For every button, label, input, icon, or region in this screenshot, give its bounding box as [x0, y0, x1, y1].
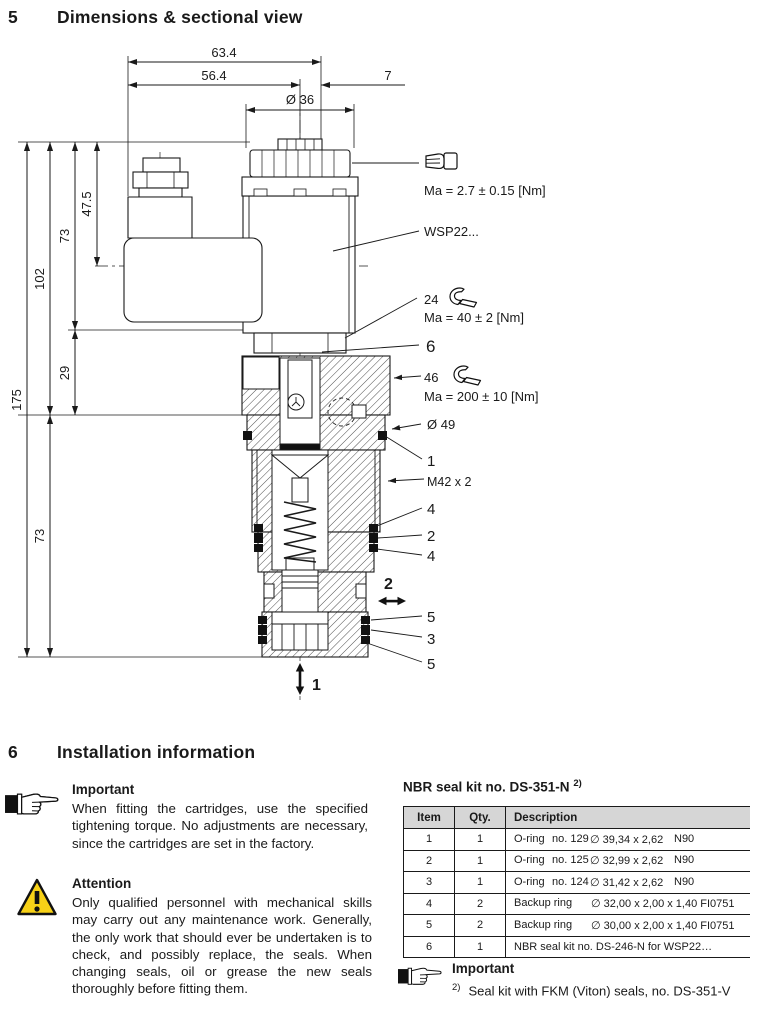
cell-qty: 1	[455, 851, 506, 872]
cell-item: 4	[403, 894, 455, 915]
callout-item6: 6	[426, 337, 436, 356]
connector-cap	[143, 158, 180, 172]
cell-qty: 2	[455, 915, 506, 936]
cell-item: 1	[403, 829, 455, 850]
callout-hand-tight-icon	[426, 153, 457, 169]
callout-coil-type: WSP22...	[424, 224, 479, 239]
warning-triangle-icon	[16, 877, 58, 917]
seal-kit-title	[403, 778, 582, 795]
flow-port2-arrow	[378, 597, 406, 605]
oring-2-right	[369, 533, 378, 543]
section6-title-text: Installation information	[57, 742, 256, 762]
dim-56-4: 56.4	[201, 68, 227, 83]
callout-dia49: Ø 49	[427, 417, 456, 432]
connector-body	[128, 197, 192, 238]
cell-description: O-ring no. 125 ∅ 32,99 x 2,62 N90	[514, 854, 695, 868]
callout-torque24: Ma = 40 ± 2 [Nm]	[424, 310, 524, 325]
callout-af24: 24	[424, 292, 439, 307]
cell-description: Backup ring ∅ 32,00 x 2,00 x 1,40 FI0751	[514, 897, 735, 911]
callout-item2: 2	[427, 528, 436, 545]
dim-7: 7	[384, 68, 392, 83]
cell-description: Backup ring ∅ 30,00 x 2,00 x 1,40 FI0751	[514, 918, 735, 932]
cell-description: O-ring no. 129 ∅ 39,34 x 2,62 N90	[514, 832, 695, 846]
seal-kit-title-footnote: 2)	[573, 778, 582, 789]
table-row	[403, 872, 750, 894]
pointing-hand-icon	[398, 963, 442, 987]
col-header-qty: Qty.	[455, 807, 506, 828]
cell-qty: 1	[455, 829, 506, 850]
oring-3-right	[361, 625, 370, 635]
wrench-24-icon	[450, 288, 477, 307]
dim-63-4: 63.4	[211, 45, 237, 60]
col-header-item: Item	[403, 807, 455, 828]
seal-kit-title-text: NBR seal kit no. DS-351-N	[403, 779, 570, 795]
table-row	[403, 937, 750, 958]
flow-port2-label: 2	[384, 576, 393, 593]
attention-body: Only qualified personnel with mechanical skills may carry out any maintenance work. Generally, the only work that should ever be undertaken is to check, and possibly replace, the seals. When changing seals, oil or grease the new seals thoroughly before fitting them.	[72, 895, 372, 997]
pointing-hand-icon	[5, 788, 59, 817]
wrench-46-icon	[454, 366, 481, 385]
table-row	[403, 851, 750, 873]
coil-nut	[254, 333, 346, 353]
important-body: When fitting the cartridges, use the specified tightening torque. No adjustments are necessary, since the cartridges are set in the factory.	[72, 801, 368, 851]
dim-dia-36: Ø 36	[285, 92, 315, 107]
solenoid-assembly	[124, 139, 358, 353]
connector-hex	[133, 172, 188, 188]
flow-port1-label: 1	[312, 677, 321, 694]
dim-73-lower: 73	[32, 528, 47, 544]
table-row	[403, 915, 750, 937]
callout-item5b: 5	[427, 656, 436, 673]
coil-body	[124, 238, 262, 322]
col-header-description: Description	[514, 811, 578, 824]
callout-item3: 3	[427, 631, 436, 648]
cell-description: O-ring no. 124 ∅ 31,42 x 2,62 N90	[514, 875, 695, 889]
callout-item5a: 5	[427, 609, 436, 626]
callout-item4a: 4	[427, 501, 436, 518]
dim-175: 175	[9, 389, 24, 411]
table-row	[403, 894, 750, 916]
callout-item1: 1	[427, 453, 436, 470]
section6-number: 6	[8, 742, 18, 762]
oring-1-left	[243, 431, 252, 440]
table-row	[403, 829, 750, 851]
important-heading: Important	[72, 782, 135, 797]
cell-description: NBR seal kit no. DS-246-N for WSP22…	[514, 940, 713, 953]
important2-heading: Important	[452, 961, 515, 976]
callout-hand-torque: Ma = 2.7 ± 0.15 [Nm]	[424, 183, 546, 198]
oring-1-right	[378, 431, 387, 440]
cell-item: 6	[403, 937, 455, 958]
dim-47-5: 47.5	[79, 191, 94, 217]
section5-title-text: Dimensions & sectional view	[57, 7, 303, 27]
cell-item: 5	[403, 915, 455, 936]
footnote-2-text: Seal kit with FKM (Viton) seals, no. DS-351-V	[468, 983, 731, 999]
cell-item: 2	[403, 851, 455, 872]
callout-af46: 46	[424, 370, 439, 385]
backup-5-right	[361, 616, 370, 624]
attention-heading: Attention	[72, 876, 132, 891]
dim-29: 29	[57, 365, 72, 381]
seal-kit-table	[403, 806, 750, 958]
section5-number: 5	[8, 7, 18, 27]
footnote-2-mark: 2)	[452, 982, 461, 993]
cell-qty: 1	[455, 937, 506, 958]
callout-item4b: 4	[427, 548, 436, 565]
cell-qty: 1	[455, 872, 506, 893]
flow-port1-arrow	[296, 663, 304, 695]
backup-4-right	[369, 524, 378, 532]
cell-qty: 2	[455, 894, 506, 915]
section6-title	[8, 742, 255, 763]
cell-item: 3	[403, 872, 455, 893]
footnote-2	[452, 982, 730, 998]
seal-kit-header-row	[403, 807, 750, 829]
dim-102: 102	[32, 268, 47, 290]
callout-torque46: Ma = 200 ± 10 [Nm]	[424, 389, 539, 404]
dim-73-upper: 73	[57, 228, 72, 244]
callout-thread: M42 x 2	[427, 475, 472, 489]
